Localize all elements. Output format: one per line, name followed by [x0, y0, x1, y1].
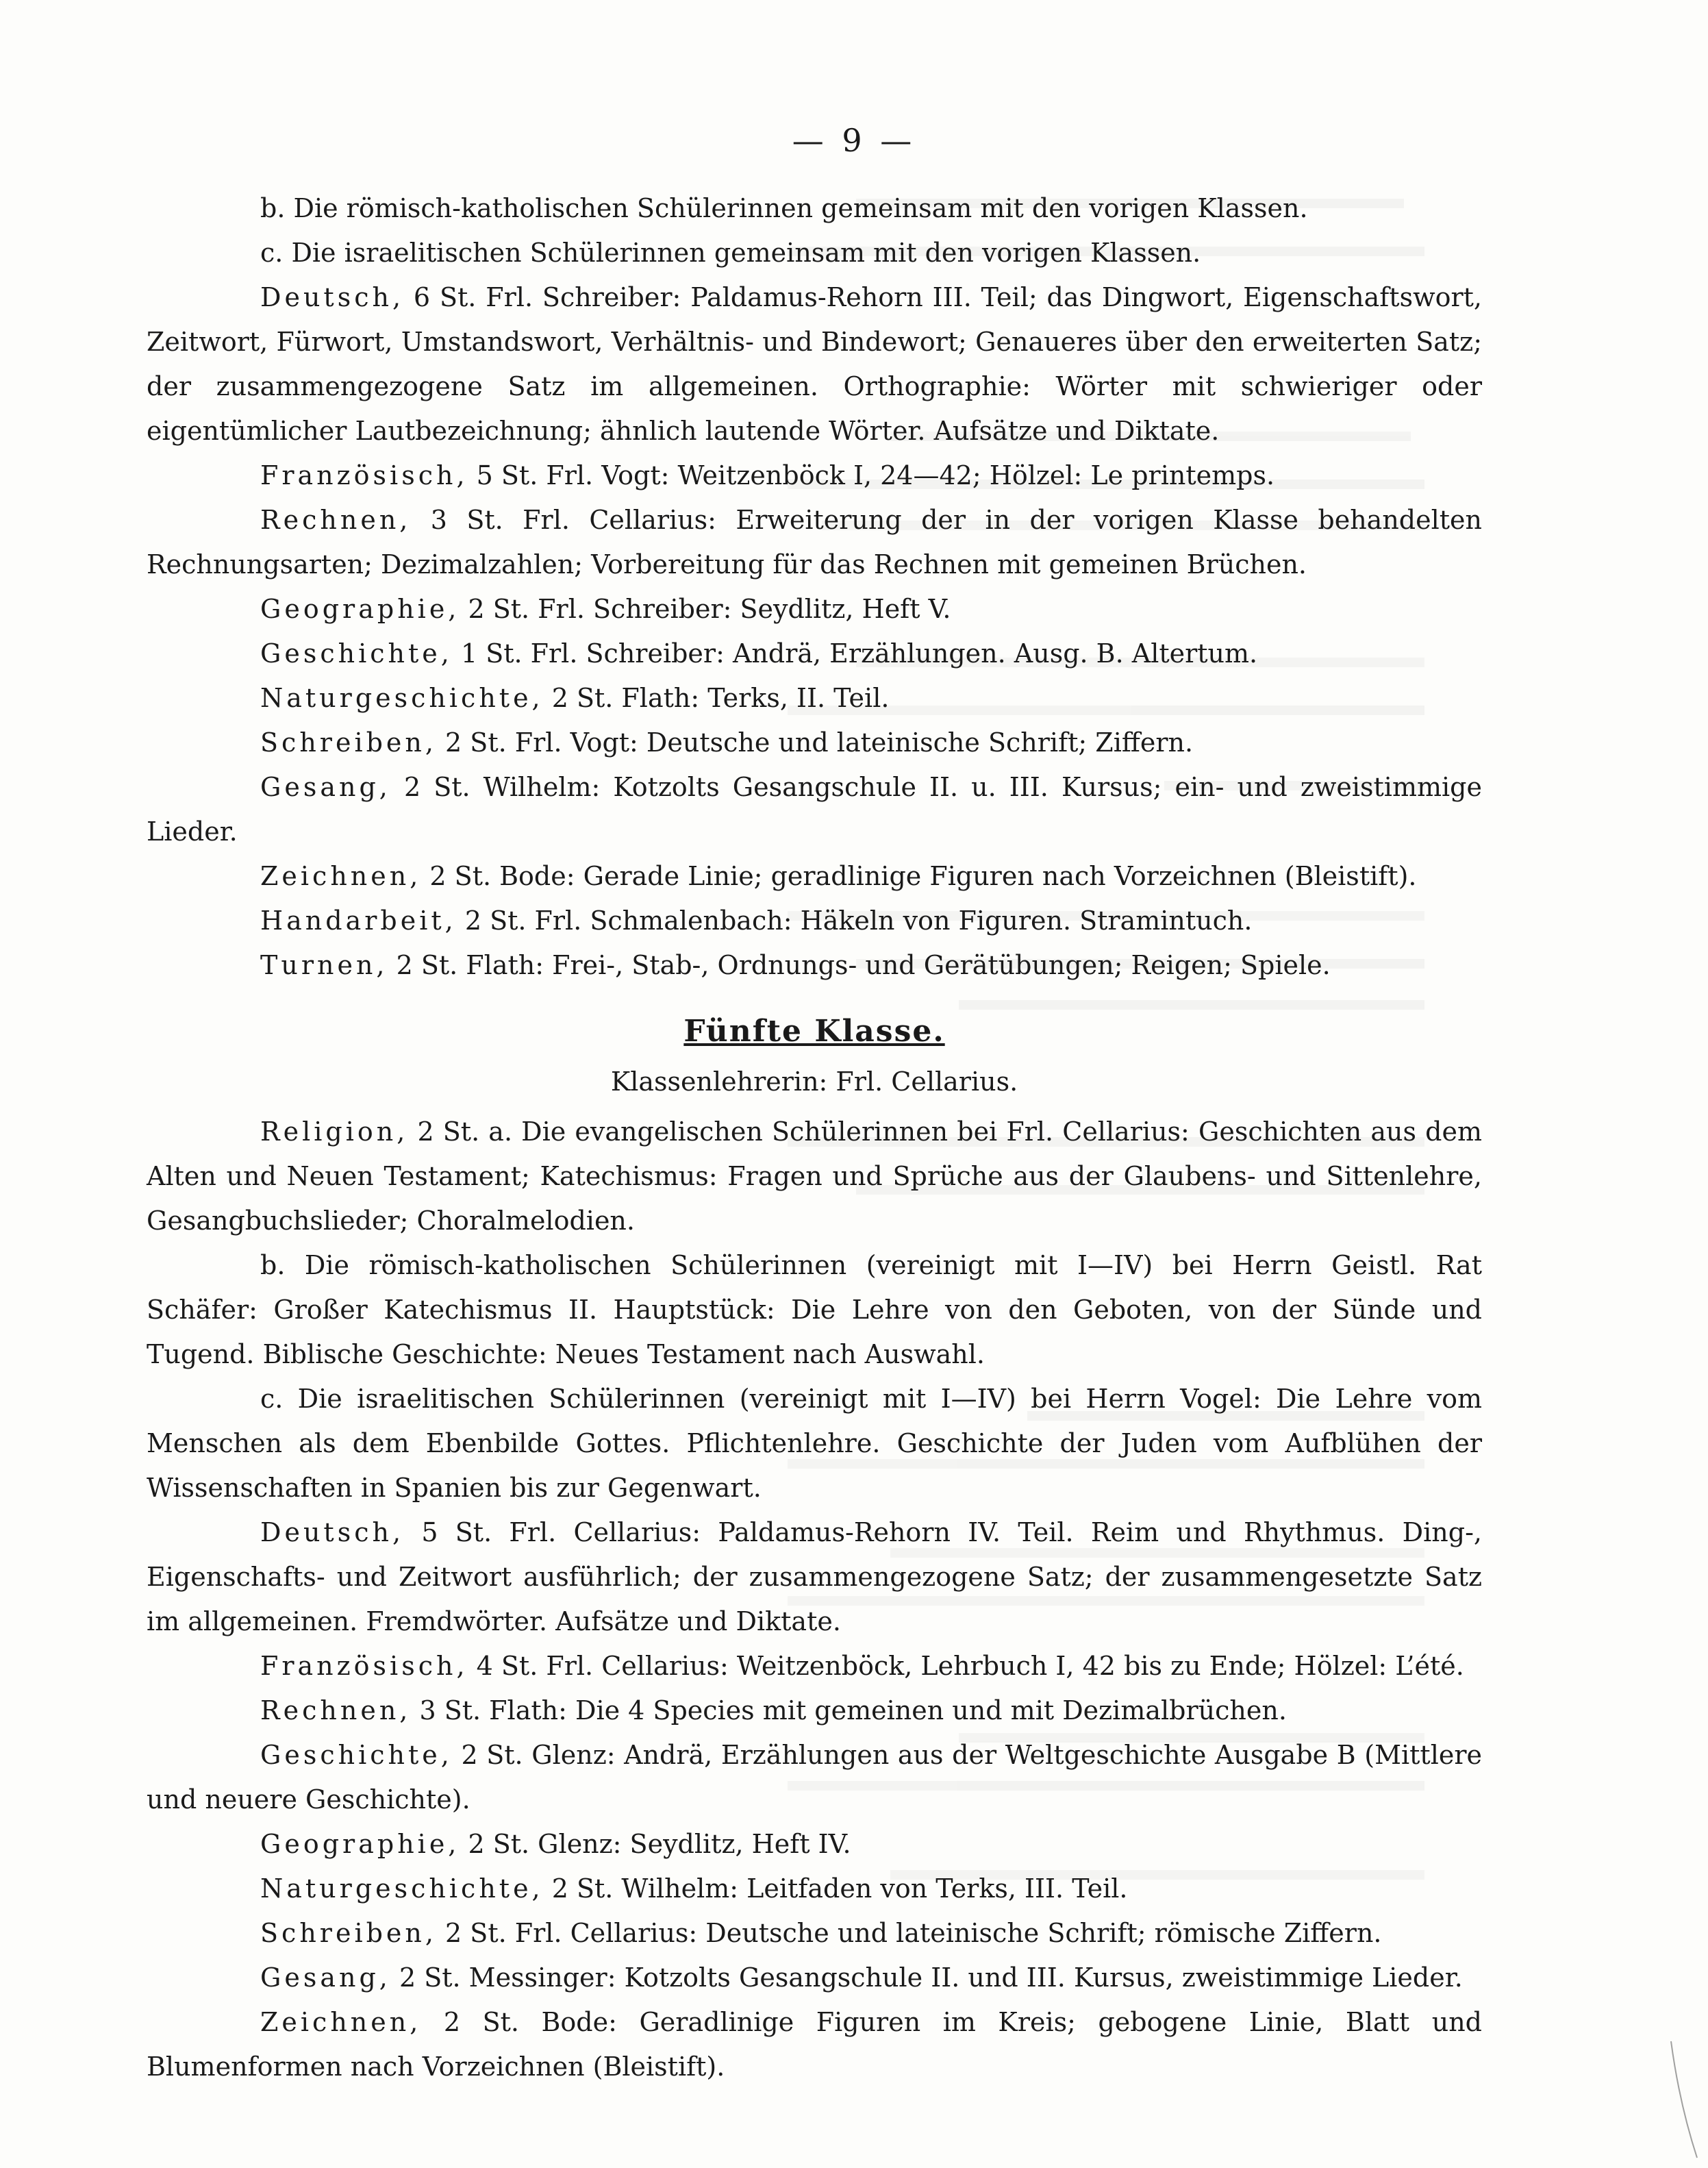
- subject-geographie: [147, 587, 1482, 632]
- subject-name: Naturgeschichte,: [260, 683, 544, 713]
- subject-text: 2 St. Wilhelm: Kotzolts Gesangschule II. u. III. Kursus; ein- und zweistimmige Lieder.: [147, 772, 1482, 847]
- subject-name: Gesang,: [260, 1963, 391, 1993]
- subject-name: Geschichte,: [260, 1740, 453, 1770]
- subject-text: 2 St. Messinger: Kotzolts Gesangschule II. und III. Kursus, zweistimmige Lieder.: [390, 1963, 1463, 1993]
- subject-text: 2 St. Glenz: Andrä, Erzählungen aus der Weltgeschichte Ausgabe B (Mittlere und neuere Geschichte).: [147, 1740, 1482, 1815]
- subject-name: Deutsch,: [260, 282, 405, 312]
- subject-geschichte: [147, 1733, 1482, 1822]
- religion-jewish-paragraph: c. Die israelitischen Schülerinnen (vereinigt mit I—IV) bei Herrn Vogel: Die Lehre vom Menschen als dem Ebenbilde Gottes. Pflichtenlehre. Geschichte der Juden vom Aufblühen der Wissenschaften in Spanien bis zur Gegenwart.: [147, 1384, 1482, 1503]
- subject-gesang: [147, 765, 1482, 854]
- subject-rechnen: [147, 1689, 1482, 1733]
- subject-name: Schreiben,: [260, 727, 437, 758]
- subject-name: Gesang,: [260, 772, 391, 802]
- page-number: — 9 —: [792, 122, 916, 159]
- subject-text: 2 St. Glenz: Seydlitz, Heft IV.: [460, 1829, 851, 1859]
- subject-text: 5 St. Frl. Vogt: Weitzenböck I, 24—42; Hölzel: Le printemps.: [468, 460, 1275, 490]
- subject-name: Zeichnen,: [260, 2007, 422, 2037]
- subject-text: 2 St. Frl. Cellarius: Deutsche und lateinische Schrift; römische Ziffern.: [436, 1918, 1382, 1948]
- subject-text: 2 St. Flath: Frei-, Stab-, Ordnungs- und Gerätübungen; Reigen; Spiele.: [388, 950, 1331, 980]
- subject-franzoesisch: [147, 1644, 1482, 1689]
- religion-catholic-paragraph: b. Die römisch-katholischen Schülerinnen (vereinigt mit I—IV) bei Herrn Geistl. Rat Schäfer: Großer Katechismus II. Hauptstück: Die Lehre von den Geboten, von der Sünde und Tugend. Biblische Geschichte: Neues Testament nach Auswahl.: [147, 1250, 1482, 1369]
- subject-zeichnen: [147, 854, 1482, 899]
- subject-deutsch: [147, 1510, 1482, 1644]
- subject-name: Geographie,: [260, 594, 460, 624]
- subject-text: 2 St. Frl. Schreiber: Seydlitz, Heft V.: [460, 594, 951, 624]
- subject-name: Geographie,: [260, 1829, 460, 1859]
- subject-name: Schreiben,: [260, 1918, 437, 1948]
- religion-catholic-line: b. Die römisch-katholischen Schülerinnen gemeinsam mit den vorigen Klassen.: [260, 193, 1308, 223]
- subject-naturgeschichte: [147, 1867, 1482, 1911]
- subject-religion: [147, 1110, 1482, 1243]
- subject-name: Zeichnen,: [260, 861, 422, 891]
- subject-geschichte: [147, 632, 1482, 676]
- subject-handarbeit: [147, 899, 1482, 943]
- subject-rechnen: [147, 498, 1482, 587]
- subject-name: Handarbeit,: [260, 906, 457, 936]
- section-heading: Fünfte Klasse.: [683, 1014, 945, 1049]
- subject-text: 2 St. Wilhelm: Leitfaden von Terks, III. Teil.: [543, 1873, 1128, 1904]
- subject-text: 2 St. Flath: Terks, II. Teil.: [543, 683, 890, 713]
- subject-name: Religion,: [260, 1117, 409, 1147]
- subject-naturgeschichte: [147, 676, 1482, 721]
- subject-name: Französisch,: [260, 460, 468, 490]
- subject-schreiben: [147, 721, 1482, 765]
- subject-text: 1 St. Frl. Schreiber: Andrä, Erzählungen. Ausg. B. Altertum.: [452, 638, 1258, 669]
- subject-franzoesisch: [147, 453, 1482, 498]
- subject-text: 2 St. Frl. Schmalenbach: Häkeln von Figuren. Stramintuch.: [456, 906, 1253, 936]
- subject-text: 3 St. Flath: Die 4 Species mit gemeinen und mit Dezimalbrüchen.: [411, 1695, 1287, 1725]
- subject-text: 3 St. Frl. Cellarius: Erweiterung der in der vorigen Klasse behandelten Rechnungsarten; Dezimalzahlen; Vorbereitung für das Rechnen mit gemeinen Brüchen.: [147, 505, 1482, 580]
- subject-text: 5 St. Frl. Cellarius: Paldamus-Rehorn IV. Teil. Reim und Rhythmus. Ding-, Eigenschafts- und Zeitwort ausführlich; der zusammengezogene Satz; der zusammengesetzte Satz im allgemeinen. Fremdwörter. Aufsätze und Diktate.: [147, 1517, 1482, 1636]
- subject-text: 2 St. a. Die evangelischen Schülerinnen bei Frl. Cellarius: Geschichten aus dem Alten und Neuen Testament; Katechismus: Fragen und Sprüche aus der Glaubens- und Sittenlehre, Gesangbuchslieder; Choralmelodien.: [147, 1117, 1482, 1236]
- subject-gesang: [147, 1956, 1482, 2000]
- religion-jewish-line: c. Die israelitischen Schülerinnen gemeinsam mit den vorigen Klassen.: [260, 238, 1201, 268]
- subject-name: Rechnen,: [260, 505, 412, 535]
- class-teacher-line: Klassenlehrerin: Frl. Cellarius.: [610, 1067, 1018, 1097]
- subject-name: Turnen,: [260, 950, 388, 980]
- subject-name: Geschichte,: [260, 638, 453, 669]
- subject-text: 2 St. Bode: Gerade Linie; geradlinige Figuren nach Vorzeichnen (Bleistift).: [421, 861, 1417, 891]
- subject-name: Rechnen,: [260, 1695, 412, 1725]
- subject-zeichnen: [147, 2000, 1482, 2089]
- subject-name: Deutsch,: [260, 1517, 405, 1547]
- subject-text: 2 St. Bode: Geradlinige Figuren im Kreis; gebogene Linie, Blatt und Blumenformen nach Vorzeichnen (Bleistift).: [147, 2007, 1482, 2082]
- subject-deutsch: [147, 275, 1482, 453]
- subject-text: 6 St. Frl. Schreiber: Paldamus-Rehorn III. Teil; das Dingwort, Eigenschaftswort, Zeitwort, Fürwort, Umstandswort, Verhältnis- und Bindewort; Genaueres über den erweiterten Satz; der zusammengezogene Satz im allgemeinen. Orthographie: Wörter mit schwieriger oder eigentümlicher Lautbezeichnung; ähnlich lautende Wörter. Aufsätze und Diktate.: [147, 282, 1482, 446]
- subject-turnen: [147, 943, 1482, 988]
- subject-geographie: [147, 1822, 1482, 1867]
- subject-name: Französisch,: [260, 1651, 468, 1681]
- subject-name: Naturgeschichte,: [260, 1873, 544, 1904]
- subject-text: 4 St. Frl. Cellarius: Weitzenböck, Lehrbuch I, 42 bis zu Ende; Hölzel: L’été.: [468, 1651, 1464, 1681]
- subject-text: 2 St. Frl. Vogt: Deutsche und lateinische Schrift; Ziffern.: [436, 727, 1194, 758]
- subject-schreiben: [147, 1911, 1482, 1956]
- body-text: [147, 186, 1482, 2089]
